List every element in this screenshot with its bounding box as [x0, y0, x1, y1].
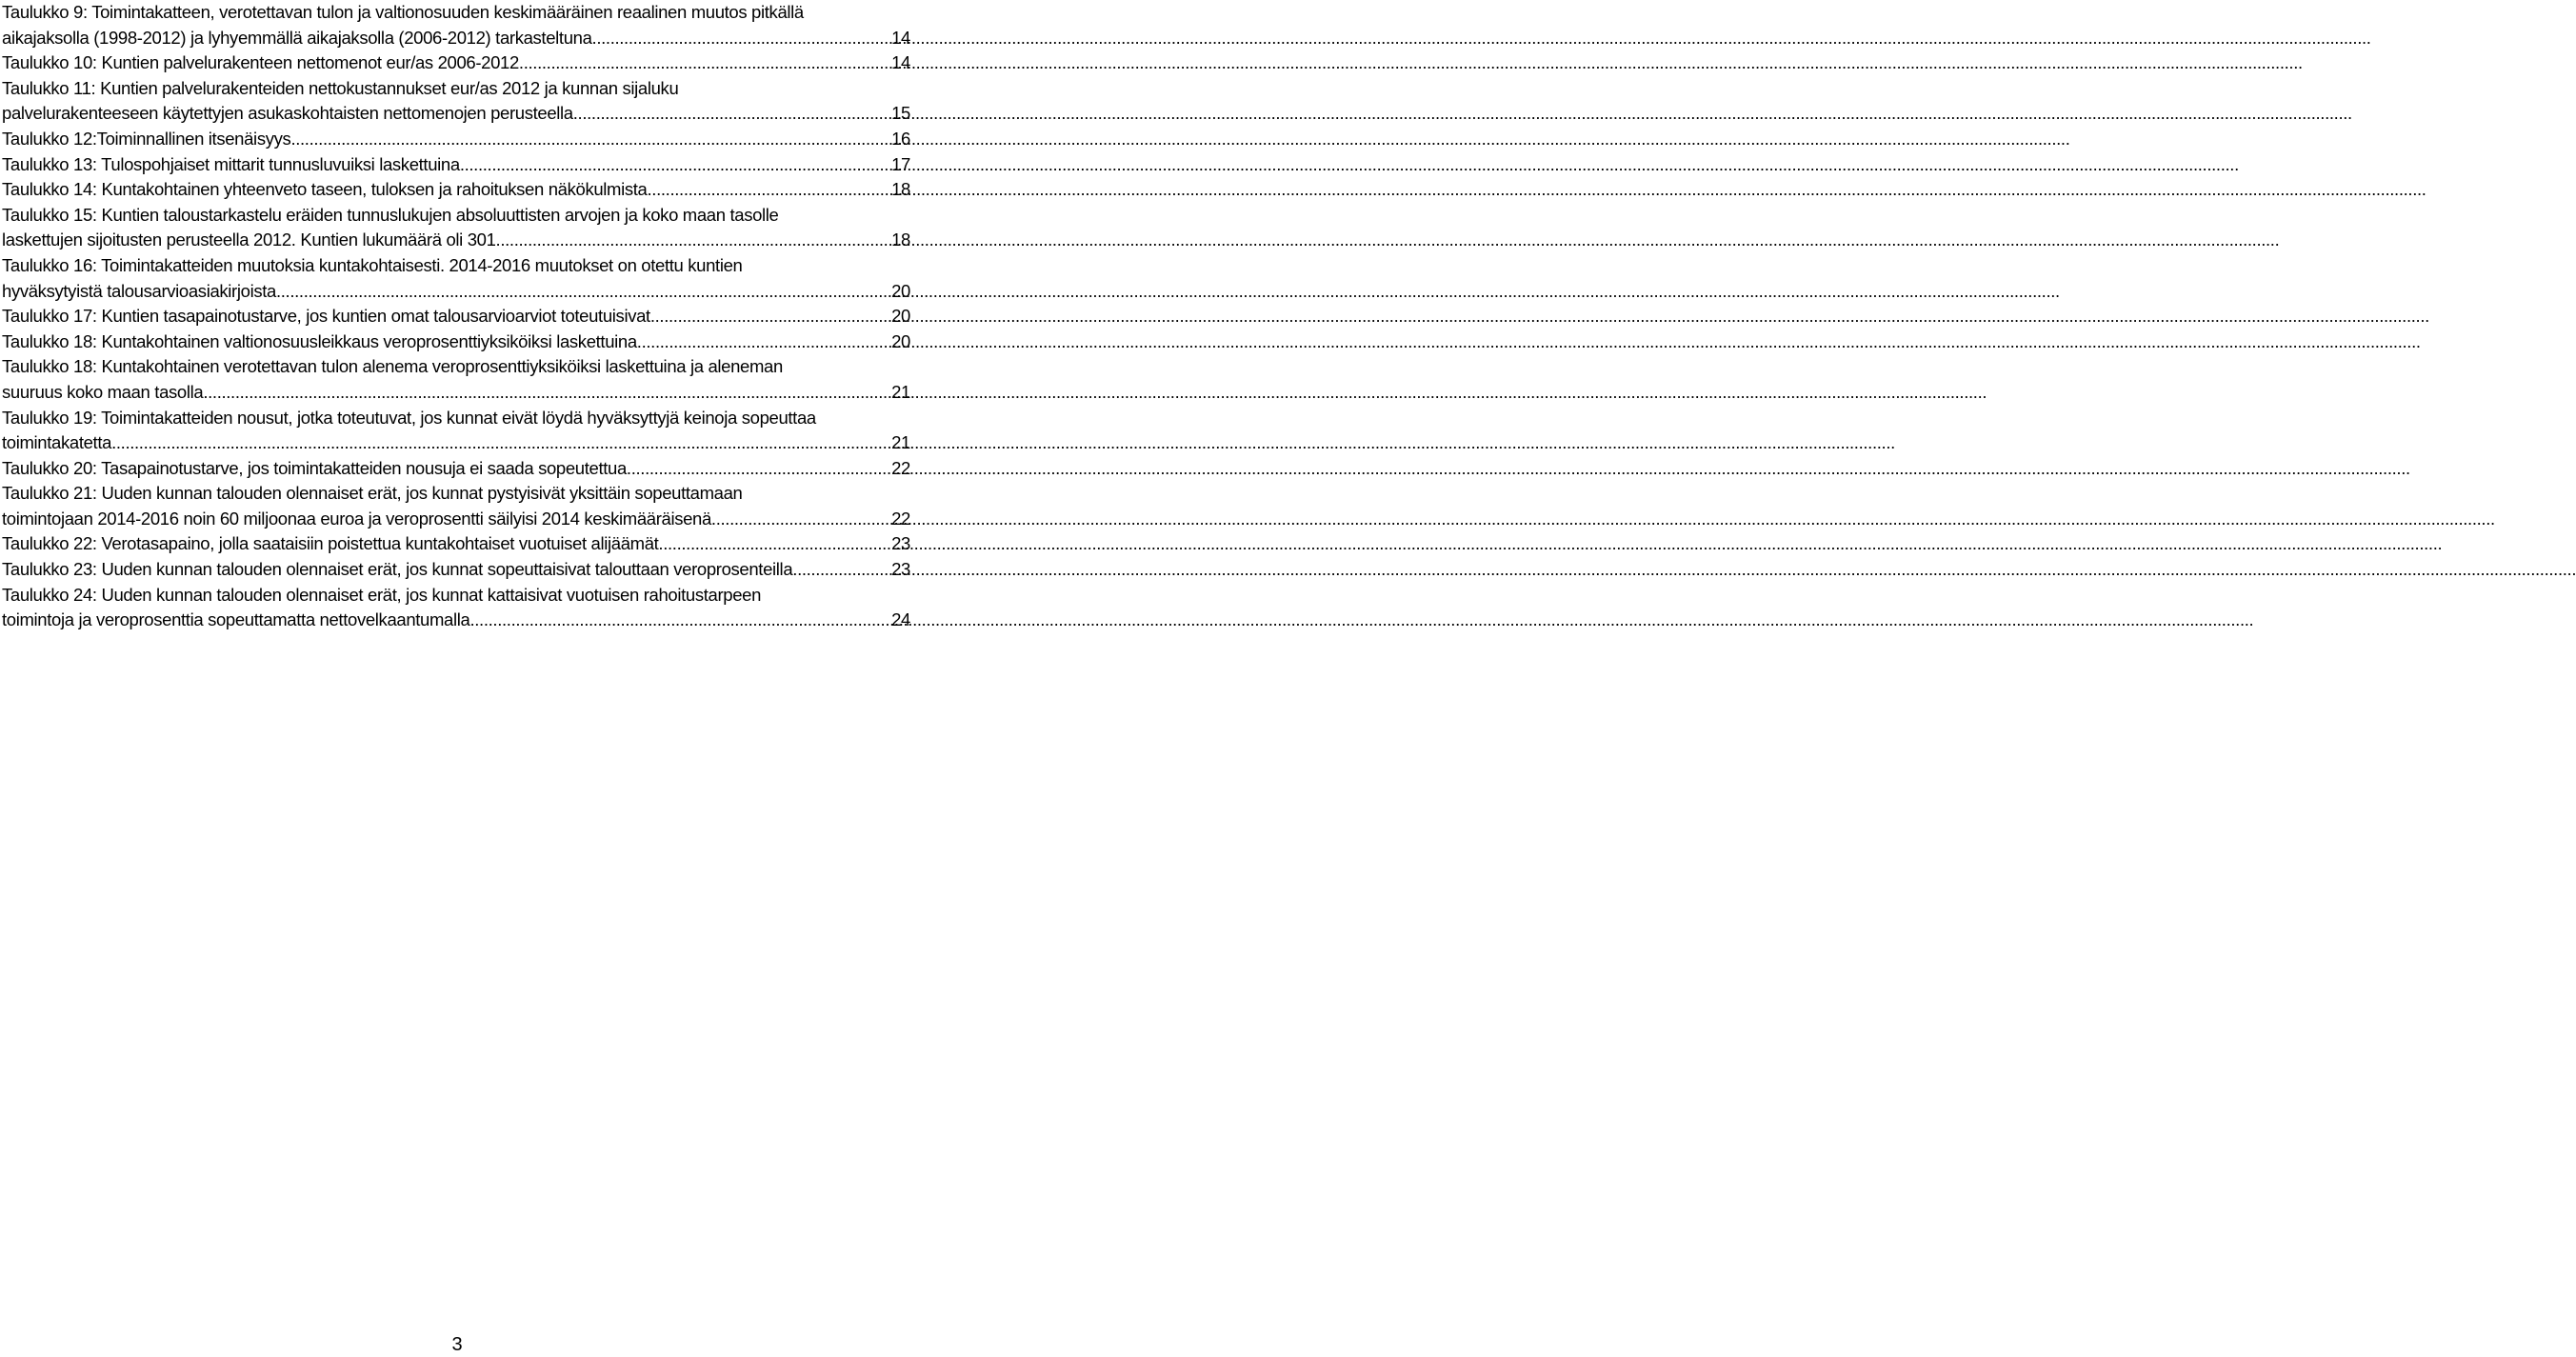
toc-entry-text: Taulukko 23: Uuden kunnan talouden olennaiset erät, jos kunnat sopeuttaisivat talouttaan veroprosenteilla.	[2, 559, 798, 580]
toc-entry-text: Taulukko 10: Kuntien palvelurakenteen nettomenot eur/as 2006-2012.	[2, 52, 524, 73]
toc-page-number: 23	[891, 559, 910, 580]
leader-dots	[642, 329, 892, 355]
toc-entry-taulukko-23[interactable]	[2, 557, 910, 583]
toc-entry-taulukko-20[interactable]	[2, 456, 910, 482]
toc-entry-taulukko-16[interactable]	[2, 253, 910, 304]
toc-page-number: 14	[891, 27, 910, 48]
leader-dots	[573, 101, 891, 127]
toc-page-number: 21	[891, 432, 910, 453]
toc-page-number: 17	[891, 153, 910, 174]
toc-page-number: 15	[891, 103, 910, 124]
leader-dots	[648, 177, 892, 203]
toc-entry-taulukko-9[interactable]	[2, 0, 910, 50]
leader-dots	[474, 608, 891, 633]
toc-entry-taulukko-24[interactable]	[2, 583, 910, 633]
toc-entry-text: aikajaksolla (1998-2012) ja lyhyemmällä aikajaksolla (2006-2012) tarkasteltuna	[2, 27, 592, 48]
toc-page-number: 20	[891, 330, 910, 351]
toc-entry-taulukko-21[interactable]	[2, 481, 910, 531]
toc-entry-text: Taulukko 15: Kuntien taloustarkastelu eräiden tunnuslukujen absoluuttisten arvojen ja koko maan tasolle	[2, 204, 779, 225]
toc-page-number: 23	[891, 533, 910, 554]
toc-entry-text: Taulukko 17: Kuntien tasapainotustarve, jos kuntien omat talousarvioarviot toteutuisivat	[2, 306, 650, 327]
toc-entry-text: Taulukko 13: Tulospohjaiset mittarit tunnusluvuiksi laskettuina	[2, 153, 460, 174]
toc-entry-taulukko-13[interactable]	[2, 152, 910, 178]
toc-page-number: 18	[891, 229, 910, 250]
toc-entry-text: palvelurakenteeseen käytettyjen asukaskohtaisten nettomenojen perusteella	[2, 103, 573, 124]
leader-dots	[650, 304, 891, 329]
toc-entry-text: suuruus koko maan tasolla.	[2, 381, 209, 402]
toc-page-number: 24	[891, 609, 910, 630]
leader-dots	[208, 380, 891, 406]
toc-entry-taulukko-17[interactable]	[2, 304, 910, 329]
toc-entry-text: Taulukko 14: Kuntakohtainen yhteenveto taseen, tuloksen ja rahoituksen näkökulmista	[2, 179, 648, 200]
toc-entry-taulukko-22[interactable]	[2, 531, 910, 557]
toc-entry-text: toimintojaan 2014-2016 noin 60 miljoonaa euroa ja veroprosentti säilyisi 2014 keskimääräisenä.	[2, 508, 716, 529]
toc-page-number: 21	[891, 381, 910, 402]
toc-page-number: 20	[891, 280, 910, 301]
toc-entry-taulukko-10[interactable]	[2, 50, 910, 76]
document-page	[0, 0, 914, 1357]
toc-entry-text: Taulukko 9: Toimintakatteen, verotettavan tulon ja valtionosuuden keskimääräinen reaalinen muutos pitkällä	[2, 2, 804, 22]
toc-page-number: 18	[891, 179, 910, 200]
toc-entry-text: Taulukko 21: Uuden kunnan talouden olennaiset erät, jos kunnat pystyisivät yksittäin sopeuttamaan	[2, 483, 743, 504]
toc-page-number: 20	[891, 306, 910, 327]
toc-entry-taulukko-12[interactable]	[2, 127, 910, 152]
toc-entry-text: Taulukko 24: Uuden kunnan talouden olennaiset erät, jos kunnat kattaisivat vuotuisen rahoitustarpeen	[2, 584, 762, 605]
toc-entry-text: Taulukko 20: Tasapainotustarve, jos toimintakatteiden nousuja ei saada sopeutettua.	[2, 457, 631, 478]
leader-dots	[797, 557, 891, 583]
leader-dots	[281, 279, 891, 305]
page-number: 3	[451, 1334, 463, 1355]
toc-entry-taulukko-18b[interactable]	[2, 354, 910, 405]
toc-entry-text: Taulukko 19: Toimintakatteiden nousut, jotka toteutuvat, jos kunnat eivät löydä hyväksyttyjä keinoja sopeuttaa	[2, 407, 816, 428]
leader-dots	[631, 456, 891, 482]
toc-entry-text: hyväksytyistä talousarvioasiakirjoista.	[2, 280, 281, 301]
toc-entry-taulukko-18a[interactable]	[2, 329, 910, 355]
toc-entry-text: Taulukko 11: Kuntien palvelurakenteiden nettokustannukset eur/as 2012 ja kunnan sijaluku	[2, 77, 679, 98]
leader-dots	[524, 50, 891, 76]
toc-entry-text: Taulukko 12:Toiminnallinen itsenäisyys	[2, 128, 291, 149]
leader-dots	[592, 26, 892, 51]
toc-entry-taulukko-11[interactable]	[2, 76, 910, 127]
toc-entry-text: toimintoja ja veroprosenttia sopeuttamatta nettovelkaantumalla.	[2, 609, 475, 630]
toc-entry-text: Taulukko 18: Kuntakohtainen verotettavan tulon alenema veroprosenttiyksiköiksi laskettuina ja aleneman	[2, 356, 783, 377]
toc-page-number: 16	[891, 128, 910, 149]
toc-entry-taulukko-15[interactable]	[2, 203, 910, 253]
toc-entry-text: Taulukko 16: Toimintakatteiden muutoksia kuntakohtaisesti. 2014-2016 muutokset on otettu kuntien	[2, 254, 743, 275]
leader-dots	[716, 507, 891, 532]
leader-dots	[460, 152, 891, 178]
toc-entry-taulukko-19[interactable]	[2, 406, 910, 456]
leader-dots	[290, 127, 891, 152]
leader-dots	[500, 228, 891, 253]
table-of-tables	[2, 0, 910, 633]
leader-dots	[663, 531, 891, 557]
toc-entry-text: Taulukko 18: Kuntakohtainen valtionosuusleikkaus veroprosenttiyksiköiksi laskettuina.	[2, 330, 642, 351]
toc-entry-taulukko-14[interactable]	[2, 177, 910, 203]
toc-page-number: 22	[891, 457, 910, 478]
toc-page-number: 22	[891, 508, 910, 529]
toc-entry-text: toimintakatetta.	[2, 432, 116, 453]
toc-entry-text: laskettujen sijoitusten perusteella 2012. Kuntien lukumäärä oli 301.	[2, 229, 501, 250]
toc-page-number: 14	[891, 52, 910, 73]
toc-entry-text: Taulukko 22: Verotasapaino, jolla saataisiin poistettua kuntakohtaiset vuotuiset alijäämät.	[2, 533, 664, 554]
leader-dots	[116, 430, 891, 456]
